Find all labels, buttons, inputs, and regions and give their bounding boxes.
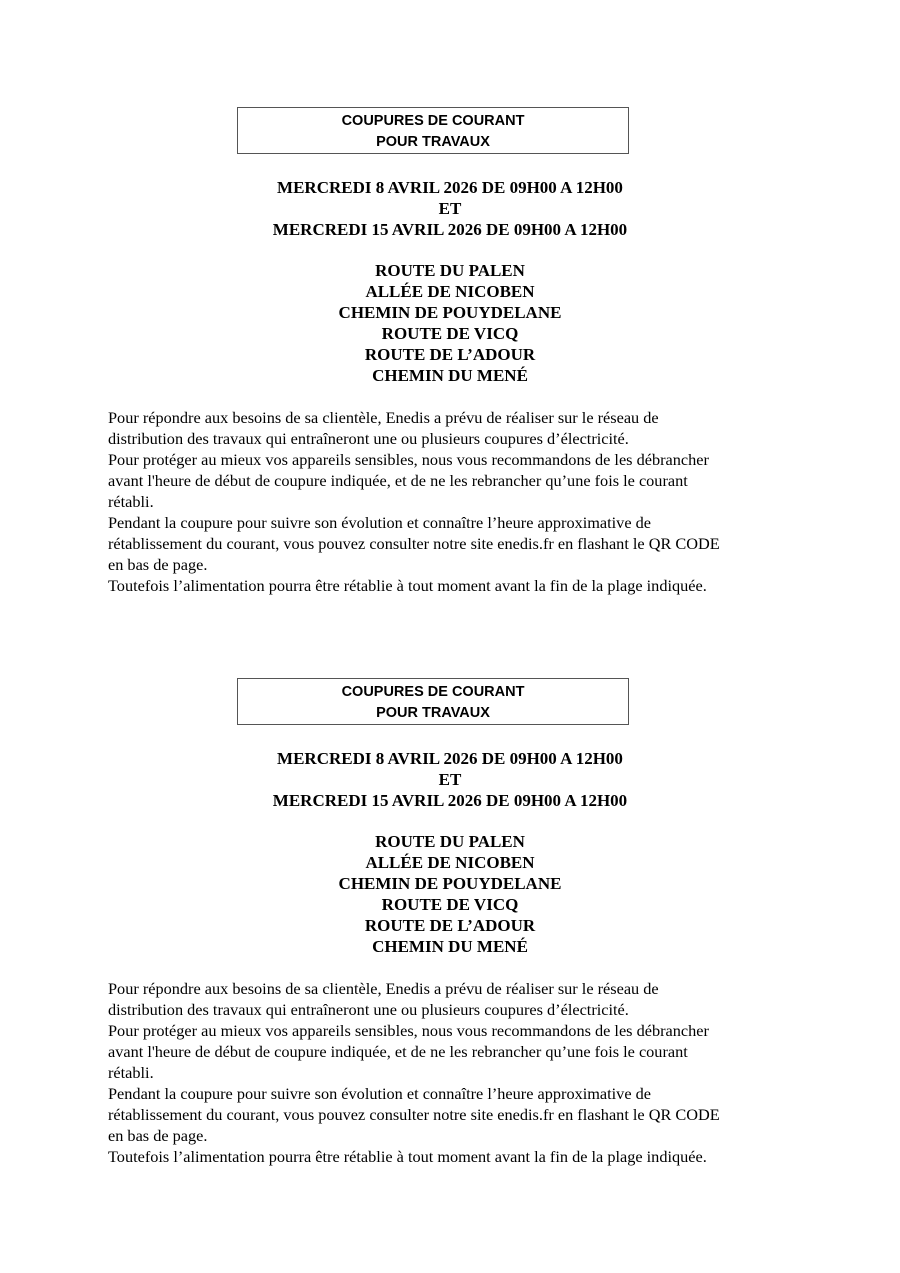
date-line: MERCREDI 15 AVRIL 2026 DE 09H00 A 12H00: [272, 220, 628, 239]
body-line: rétabli.: [108, 492, 154, 511]
street-name: CHEMIN DE POUYDELANE: [338, 303, 562, 322]
notice-title-line: POUR TRAVAUX: [376, 705, 490, 721]
body-line: Pour protéger au mieux vos appareils sensibles, nous vous recommandons de les débrancher: [108, 450, 709, 469]
street-name: ROUTE DU PALEN: [375, 832, 525, 851]
date-line: MERCREDI 15 AVRIL 2026 DE 09H00 A 12H00: [272, 791, 628, 810]
notice-title-line: COUPURES DE COURANT: [341, 684, 525, 700]
street-name: CHEMIN DU MENÉ: [372, 366, 528, 385]
body-line: Toutefois l’alimentation pourra être rétablie à tout moment avant la fin de la plage indiquée.: [108, 1147, 707, 1166]
street-name: ALLÉE DE NICOBEN: [365, 282, 535, 301]
street-name: ALLÉE DE NICOBEN: [365, 853, 535, 872]
body-line: Pendant la coupure pour suivre son évolution et connaître l’heure approximative de: [108, 513, 651, 532]
street-name: CHEMIN DE POUYDELANE: [338, 874, 562, 893]
body-line: rétablissement du courant, vous pouvez consulter notre site enedis.fr en flashant le QR CODE: [108, 1105, 720, 1124]
street-name: ROUTE DE L’ADOUR: [364, 345, 536, 364]
outage-dates: [0, 748, 900, 811]
body-line: Pendant la coupure pour suivre son évolution et connaître l’heure approximative de: [108, 1084, 651, 1103]
notice-body: [108, 978, 808, 1167]
affected-streets: [0, 260, 900, 386]
street-name: ROUTE DE VICQ: [381, 324, 519, 343]
body-line: Pour protéger au mieux vos appareils sensibles, nous vous recommandons de les débrancher: [108, 1021, 709, 1040]
date-line: ET: [438, 770, 462, 789]
body-line: avant l'heure de début de coupure indiquée, et de ne les rebrancher qu’une fois le courant: [108, 471, 688, 490]
street-name: CHEMIN DU MENÉ: [372, 937, 528, 956]
notice-title-box: [237, 678, 629, 725]
body-line: Pour répondre aux besoins de sa clientèle, Enedis a prévu de réaliser sur le réseau de: [108, 979, 659, 998]
body-line: avant l'heure de début de coupure indiquée, et de ne les rebrancher qu’une fois le courant: [108, 1042, 688, 1061]
body-line: Pour répondre aux besoins de sa clientèle, Enedis a prévu de réaliser sur le réseau de: [108, 408, 659, 427]
body-line: distribution des travaux qui entraîneront une ou plusieurs coupures d’électricité.: [108, 1000, 629, 1019]
date-line: MERCREDI 8 AVRIL 2026 DE 09H00 A 12H00: [277, 749, 623, 768]
outage-dates: [0, 177, 900, 240]
body-line: rétablissement du courant, vous pouvez consulter notre site enedis.fr en flashant le QR CODE: [108, 534, 720, 553]
street-name: ROUTE DU PALEN: [375, 261, 525, 280]
body-line: Toutefois l’alimentation pourra être rétablie à tout moment avant la fin de la plage indiquée.: [108, 576, 707, 595]
body-line: rétabli.: [108, 1063, 154, 1082]
date-line: ET: [438, 199, 462, 218]
street-name: ROUTE DE L’ADOUR: [364, 916, 536, 935]
notice-title-box: [237, 107, 629, 154]
notice-body: [108, 407, 808, 596]
body-line: en bas de page.: [108, 1126, 208, 1145]
affected-streets: [0, 831, 900, 957]
notice-title-line: COUPURES DE COURANT: [341, 113, 525, 129]
date-line: MERCREDI 8 AVRIL 2026 DE 09H00 A 12H00: [277, 178, 623, 197]
notice-title-line: POUR TRAVAUX: [376, 134, 490, 150]
body-line: en bas de page.: [108, 555, 208, 574]
body-line: distribution des travaux qui entraîneront une ou plusieurs coupures d’électricité.: [108, 429, 629, 448]
street-name: ROUTE DE VICQ: [381, 895, 519, 914]
